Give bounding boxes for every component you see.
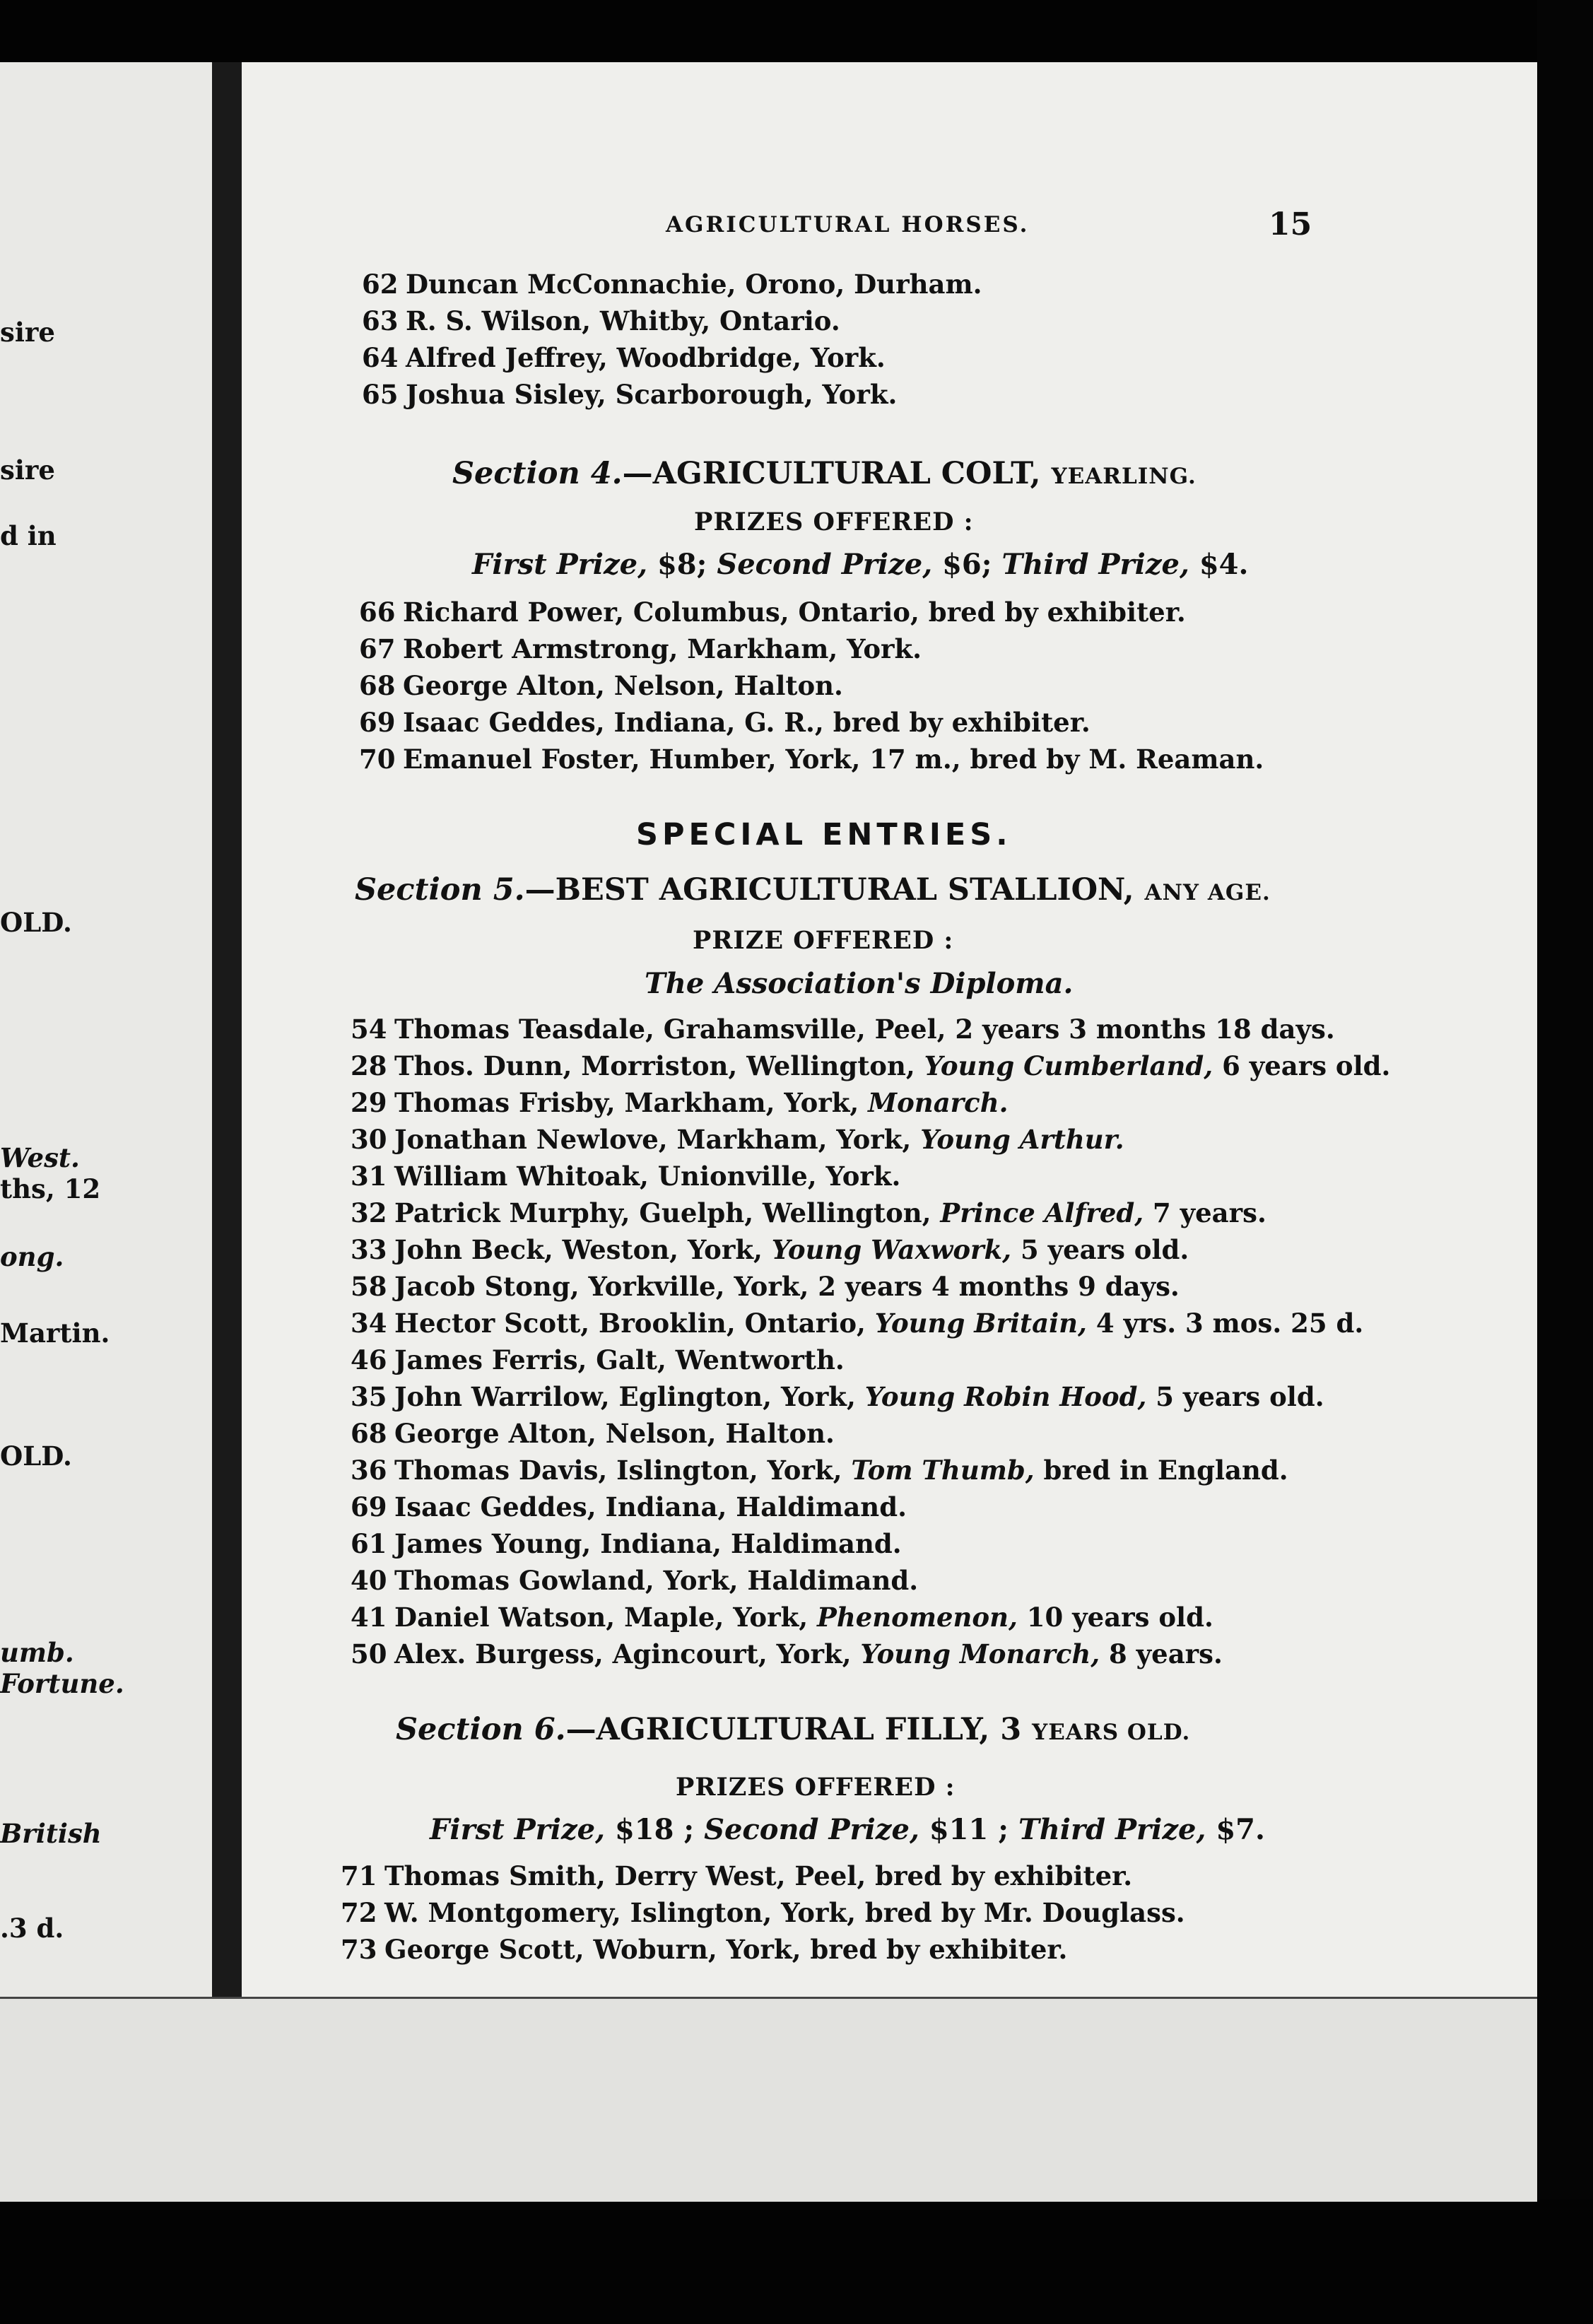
entry-row — [351, 1418, 835, 1449]
entry-text: Jacob Stong, Yorkville, York, 2 years 4 months 9 days. — [394, 1271, 1180, 1302]
entry-text: Robert Armstrong, Markham, York. — [403, 633, 922, 664]
entry-detail: 5 years old. — [1011, 1234, 1189, 1265]
entry-number: 68 — [351, 1418, 387, 1449]
section-6-prizes — [430, 1813, 1265, 1846]
entry-text: Thomas Teasdale, Grahamsville, Peel, 2 years 3 months 18 days. — [394, 1014, 1335, 1045]
entry-row — [351, 1565, 918, 1596]
left-fragment-3: d in — [0, 520, 57, 551]
entry-text: Thos. Dunn, Morriston, Wellington, — [394, 1050, 924, 1081]
entry-number: 29 — [351, 1087, 387, 1118]
entry-row — [362, 269, 982, 300]
entry-text: Hector Scott, Brooklin, Ontario, — [394, 1308, 875, 1339]
entry-text: William Whitoak, Unionville, York. — [394, 1161, 901, 1192]
entry-row — [351, 1638, 1223, 1669]
entry-row — [341, 1934, 1067, 1965]
left-fragment-5: West. — [0, 1142, 80, 1173]
second-prize-label: Second Prize, — [704, 1813, 919, 1846]
section-4-prizes — [472, 548, 1248, 581]
entry-text: Thomas Gowland, York, Haldimand. — [394, 1565, 919, 1596]
entry-row — [341, 1897, 1185, 1928]
section-4-title — [452, 456, 1197, 491]
section-6-label: Section 6. — [396, 1712, 566, 1747]
entry-row — [351, 1344, 845, 1375]
third-prize-label: Third Prize, — [1018, 1813, 1206, 1846]
entry-text: Thomas Smith, Derry West, Peel, bred by exhibiter. — [384, 1860, 1133, 1891]
entry-number: 69 — [351, 1491, 387, 1522]
section-5-heading: —BEST AGRICULTURAL STALLION, — [524, 872, 1134, 908]
entry-number: 46 — [351, 1344, 387, 1375]
entry-horse-name: Young Cumberland, — [924, 1050, 1213, 1081]
entry-horse-name: Phenomenon, — [817, 1602, 1018, 1633]
left-fragment-4: OLD. — [0, 907, 72, 938]
entry-detail: 8 years. — [1100, 1638, 1223, 1669]
entry-text: Alfred Jeffrey, Woodbridge, York. — [406, 342, 886, 373]
entry-text: Alex. Burgess, Agincourt, York, — [394, 1638, 861, 1669]
left-fragment-11: Fortune. — [0, 1668, 124, 1699]
entry-number: 41 — [351, 1602, 387, 1633]
page-gutter — [212, 62, 242, 2200]
entry-number: 31 — [351, 1161, 387, 1192]
entry-horse-name: Young Arthur. — [920, 1124, 1124, 1155]
entry-row — [351, 1014, 1335, 1045]
entry-text: James Young, Indiana, Haldimand. — [394, 1528, 902, 1559]
entry-number: 72 — [341, 1897, 377, 1928]
entry-row — [359, 744, 1264, 775]
section-5-diploma: The Association's Diploma. — [645, 967, 1074, 1000]
entry-row — [351, 1197, 1266, 1228]
entry-text: Richard Power, Columbus, Ontario, bred by exhibiter. — [403, 597, 1186, 628]
entry-row — [359, 633, 922, 664]
entry-text: George Scott, Woburn, York, bred by exhibiter. — [384, 1934, 1068, 1965]
entry-text: Isaac Geddes, Indiana, Haldimand. — [394, 1491, 907, 1522]
entry-number: 58 — [351, 1271, 387, 1302]
entry-text: George Alton, Nelson, Halton. — [394, 1418, 835, 1449]
bottom-page-strip — [0, 1997, 1537, 2202]
entry-row — [341, 1860, 1132, 1891]
second-prize-label: Second Prize, — [717, 548, 933, 581]
left-fragment-1: sire — [0, 317, 55, 348]
entry-text: Duncan McConnachie, Orono, Durham. — [406, 269, 982, 300]
entry-text: Isaac Geddes, Indiana, G. R., bred by exhibiter. — [403, 707, 1091, 738]
entry-text: John Warrilow, Eglington, York, — [394, 1381, 865, 1412]
entry-detail: 7 years. — [1144, 1197, 1266, 1228]
entry-row — [362, 342, 886, 373]
entry-row — [351, 1234, 1189, 1265]
entry-text: Thomas Frisby, Markham, York, — [394, 1087, 869, 1118]
first-prize-value: $8; — [657, 548, 707, 581]
section-4-prizes-heading: PRIZES OFFERED : — [694, 507, 974, 536]
entry-detail: 5 years old. — [1146, 1381, 1324, 1412]
section-5-label: Section 5. — [355, 872, 525, 908]
entry-row — [362, 379, 897, 410]
entry-number: 28 — [351, 1050, 387, 1081]
scan-border-bottom — [0, 2200, 1593, 2324]
section-4-suffix: YEARLING. — [1051, 464, 1197, 489]
third-prize-value: $4. — [1199, 548, 1249, 581]
left-page-fragment — [0, 62, 212, 2200]
entry-row — [351, 1087, 1008, 1118]
entry-text: John Beck, Weston, York, — [394, 1234, 772, 1265]
entry-detail: 10 years old. — [1017, 1602, 1213, 1633]
entry-number: 66 — [359, 597, 396, 628]
entry-text: James Ferris, Galt, Wentworth. — [394, 1344, 845, 1375]
section-6-suffix: YEARS OLD. — [1032, 1720, 1191, 1745]
first-prize-label: First Prize, — [472, 548, 648, 581]
entry-text: Emanuel Foster, Humber, York, 17 m., bred by M. Reaman. — [403, 744, 1264, 775]
entry-row — [351, 1161, 900, 1192]
entry-text: Patrick Murphy, Guelph, Wellington, — [394, 1197, 941, 1228]
second-prize-value: $11 ; — [929, 1813, 1009, 1846]
entry-number: 54 — [351, 1014, 387, 1045]
section-6-heading: —AGRICULTURAL FILLY, 3 — [565, 1712, 1022, 1747]
entry-row — [359, 670, 843, 701]
entry-number: 64 — [362, 342, 399, 373]
scan-border-top — [0, 0, 1593, 62]
entry-text: George Alton, Nelson, Halton. — [403, 670, 843, 701]
entry-row — [359, 597, 1186, 628]
entry-text: Jonathan Newlove, Markham, York, — [394, 1124, 921, 1155]
entry-number: 40 — [351, 1565, 387, 1596]
third-prize-value: $7. — [1216, 1813, 1265, 1846]
entry-text: R. S. Wilson, Whitby, Ontario. — [406, 305, 840, 336]
entry-row — [351, 1455, 1288, 1486]
entry-row — [351, 1308, 1363, 1339]
first-prize-value: $18 ; — [614, 1813, 695, 1846]
entry-row — [351, 1528, 902, 1559]
section-6-prizes-heading: PRIZES OFFERED : — [676, 1773, 956, 1802]
entry-number: 73 — [341, 1934, 377, 1965]
entry-number: 68 — [359, 670, 396, 701]
entry-number: 34 — [351, 1308, 387, 1339]
second-prize-value: $6; — [942, 548, 992, 581]
entry-number: 65 — [362, 379, 399, 410]
entry-text: Daniel Watson, Maple, York, — [394, 1602, 817, 1633]
entry-row — [351, 1381, 1324, 1412]
left-fragment-10: umb. — [0, 1637, 74, 1668]
special-entries-heading: SPECIAL ENTRIES. — [636, 817, 1012, 852]
left-fragment-8: Martin. — [0, 1317, 110, 1349]
section-5-prizes-heading: PRIZE OFFERED : — [693, 926, 954, 955]
entry-row — [362, 305, 840, 336]
entry-row — [351, 1271, 1180, 1302]
entry-number: 61 — [351, 1528, 387, 1559]
entry-detail: 4 yrs. 3 mos. 25 d. — [1086, 1308, 1364, 1339]
entry-horse-name: Prince Alfred, — [940, 1197, 1144, 1228]
left-fragment-12: British — [0, 1818, 102, 1849]
section-4-heading: —AGRICULTURAL COLT, — [622, 456, 1041, 491]
entry-number: 32 — [351, 1197, 387, 1228]
entry-horse-name: Young Monarch, — [860, 1638, 1100, 1669]
entry-number: 69 — [359, 707, 396, 738]
entry-horse-name: Tom Thumb, — [851, 1455, 1035, 1486]
left-fragment-7: ong. — [0, 1241, 64, 1272]
entry-row — [359, 707, 1091, 738]
section-5-title — [355, 872, 1271, 908]
left-fragment-2: sire — [0, 454, 55, 486]
entry-number: 62 — [362, 269, 399, 300]
left-fragment-6: ths, 12 — [0, 1173, 101, 1204]
entry-number: 71 — [341, 1860, 377, 1891]
entry-text: W. Montgomery, Islington, York, bred by Mr. Douglass. — [384, 1897, 1185, 1928]
entry-row — [351, 1602, 1213, 1633]
entry-row — [351, 1050, 1390, 1081]
entry-number: 30 — [351, 1124, 387, 1155]
entry-text: Joshua Sisley, Scarborough, York. — [406, 379, 898, 410]
scan-border-right — [1537, 0, 1593, 2324]
entry-horse-name: Young Robin Hood, — [864, 1381, 1147, 1412]
entry-number: 63 — [362, 305, 399, 336]
section-6-title — [396, 1712, 1190, 1747]
left-fragment-9: OLD. — [0, 1440, 72, 1472]
entry-row — [351, 1491, 907, 1522]
left-fragment-13: .3 d. — [0, 1913, 64, 1944]
entry-number: 67 — [359, 633, 396, 664]
entry-detail: bred in England. — [1034, 1455, 1288, 1486]
entry-number: 36 — [351, 1455, 387, 1486]
section-5-suffix: ANY AGE. — [1144, 880, 1271, 905]
third-prize-label: Third Prize, — [1001, 548, 1189, 581]
section-4-label: Section 4. — [452, 456, 623, 491]
entry-number: 35 — [351, 1381, 387, 1412]
entry-horse-name: Young Britain, — [874, 1308, 1087, 1339]
entry-number: 70 — [359, 744, 396, 775]
entry-row — [351, 1124, 1124, 1155]
running-header: AGRICULTURAL HORSES. — [666, 212, 1030, 237]
entry-number: 33 — [351, 1234, 387, 1265]
entry-detail: 6 years old. — [1213, 1050, 1391, 1081]
page-number: 15 — [1269, 206, 1312, 242]
first-prize-label: First Prize, — [430, 1813, 606, 1846]
entry-text: Thomas Davis, Islington, York, — [394, 1455, 852, 1486]
entry-number: 50 — [351, 1638, 387, 1669]
entry-horse-name: Monarch. — [868, 1087, 1009, 1118]
entry-horse-name: Young Waxwork, — [771, 1234, 1012, 1265]
